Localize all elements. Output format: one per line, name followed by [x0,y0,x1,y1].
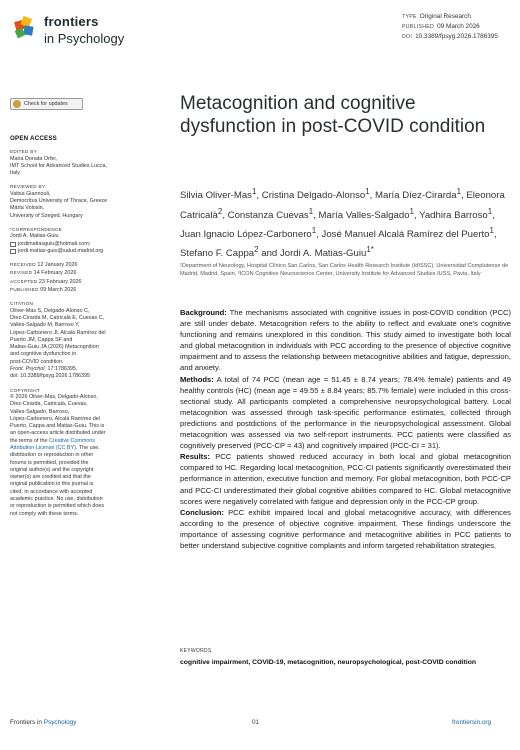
article-type: TYPE Original Research [402,13,471,20]
author[interactable]: María Valles-Salgado$^1$, [318,206,420,221]
author[interactable]: Juan Ignacio López-Carbonero$^1$, [180,225,322,240]
author[interactable]: Cristina Delgado-Alonso$^1$, [261,187,376,202]
mail-icon [10,249,16,254]
check-updates-label: Check for updates [24,101,68,107]
copyright-text: © 2026 Oliver-Mas, Delgado-Alonso, Díez-Cirarda, Catricalà, Cuevas, Valles-Salgado, Barroso, López-Carbonero, Alcalá Ramírez del Puerto, Cappa and Matias-Guiu. This is an open-access article distributed under the terms of the Creative Commons Attribution License (CC BY). The use, distribution or reproduction in other forums is permitted, provided the original author(s) and the copyright owner(s) are credited and that the original publication in this journal is cited, in accordance with accepted academic practice. No use, distribution or reproduction is permitted which does not comply with these terms. [10,393,106,517]
citation-text: Oliver-Mas S, Delgado-Alonso C, Díez-Cirarda M, Catricalà E, Cuevas C, Valles-Salgado M, Barroso Y, López-Carbonero JI, Alcalá Ramírez del Puerto JM, Cappa SF and Matias-Guiu JA (2026) Metacognition and cognitive dysfunction in post-COVID condition. Front. Psychol. 17:1786395. doi: 10.3389/fpsyg.2026.1786395 [10,307,106,380]
email-link[interactable]: jordimatiasguiu@hotmail.com; [10,241,140,248]
frontiers-logo-icon [12,14,38,40]
editor-affiliation: IMT School for Advanced Studies Lucca, [10,162,107,169]
article-title: Metacognition and cognitive dysfunction in post-COVID condition [180,93,486,137]
brand-name: frontiers [44,14,99,29]
author[interactable]: Jordi A. Matias-Guiu$^{1*}$ [279,245,374,260]
editor-country: Italy [10,170,20,177]
dates-block: RECEIVED 12 January 2026 REVISED 14 February 2026 ACCEPTED 23 February 2026 PUBLISHED 09 March 2026 [10,262,82,294]
author-list [180,184,510,262]
article-meta [402,12,498,42]
footer-site-link[interactable]: frontiersin.org [452,719,492,726]
check-for-updates-button[interactable] [10,98,83,110]
author[interactable]: María Díez-Cirarda$^1$, [375,187,467,202]
published-date: PUBLISHED 09 March 2026 [402,23,480,30]
author[interactable]: Silvia Oliver-Mas$^1$, [180,187,262,202]
abstract [180,307,511,551]
email-link[interactable]: jordi.matias-guiu@salud.madrid.org [10,248,140,255]
affiliations: ¹Department of Neurology, Hospital Clínico San Carlos, San Carlos Health Research Institute (IdISSC), Universidad Complutense de Madrid, Madrid, Spain, ²ICON Cognitive Neuroscience Center, University Institute for Advanced Studies IUSS, Pavia, Italy [180,263,509,277]
correspondence-heading: *CORRESPONDENCE [10,226,62,232]
correspondence-name: Jordi A. Matias-Guiu [10,233,59,240]
open-access-label: OPEN ACCESS [10,135,58,142]
reviewer-affiliation: University of Szeged, Hungary [10,212,83,219]
abstract-results: Results: PCC patients showed reduced accuracy in both local and global metacognition compared to HC. Regarding local metacognition, PCC-CI patients significantly overestimated their performance in attention, executive function and memory. For global metacognition, both PCC-CP and PCC-CI underestimated their global cognitive abilities compared to HC. Global metacognitive scores were negatively correlated with fatigue and depression only in the PCC-CP group. [180,452,511,506]
editor-name: Maria Donata Orfei, [10,155,58,162]
citation-heading: CITATION [10,301,34,307]
article-doi[interactable]: DOI 10.3389/fpsyg.2026.1786395 [402,33,498,40]
reviewer-affiliation: Democritus University of Thrace, Greece [10,198,108,205]
author[interactable]: José Manuel Alcalá Ramírez del Puerto$^1$, [321,225,497,240]
author[interactable]: Stefano F. Cappa$^2$ and [180,245,280,260]
author[interactable]: Yadhira Barroso$^1$, [419,206,495,221]
abstract-background: Background: The mechanisms associated with cognitive issues in post-COVID condition (PCC) are still under debate. Metacognition refers to the ability to reflect and evaluate one's cognitive functioning and remains unexplored in this condition. This study aimed to investigate both local and global metacognition in individuals with PCC according to the presence of objective cognitive impairment and to assess the relationship between metacognitive abilities and fatigue, depression, and anxiety. [180,308,511,373]
reviewed-by-heading: REVIEWED BY [10,184,46,190]
cc-license-link[interactable]: Attribution License (CC BY). [10,444,78,451]
cc-license-link[interactable]: Creative Commons [48,437,96,444]
footer-journal[interactable]: Frontiers in Psychology [10,719,77,726]
reviewer-name: Márta Volosin, [10,205,45,212]
mail-icon [10,242,16,247]
copyright-heading: COPYRIGHT [10,387,41,393]
reviewer-name: Vaitsa Giannouli, [10,190,51,197]
sidebar [10,135,140,518]
keywords: cognitive impairment, COVID-19, metacognition, neuropsychological, post-COVID condition [180,659,477,666]
author[interactable]: Constanza Cuevas$^1$, [227,206,319,221]
abstract-methods: Methods: A total of 74 PCC (mean age = 51.45 ± 8.74 years; 78.4% female) patients and 49 healthy controls (HC) (mean age = 49.55 ± 8.84 years; 85.7% female) were included in this cross-sectional study. All participants completed a comprehensive neuropsychological battery. Local metacognition was assessed through task-specific performance estimates, collected through predictions and postdictions of the performance in the neuropsychological assessment. Global metacognition was assessed via two self-report instruments. PCC patients were classified as cognitively preserved (PCC-CP = 43) and cognitively impaired (PCC-CI = 31). [180,374,511,451]
edited-by-heading: EDITED BY [10,149,37,155]
abstract-conclusion: Conclusion: PCC exhibit impaired local and global metacognitive accuracy, with differences according to the presence of objective cognitive impairment. These findings underscore the importance of assessing cognitive performance and metacognitive abilities in PCC patients to better understand subjective cognitive complaints and inform targeted rehabilitation strategies. [180,507,511,550]
author[interactable]: Eleonora Catricalà$^2$, [180,190,505,221]
journal-logo[interactable] [12,10,152,46]
update-icon [13,100,21,108]
page-number: 01 [252,719,260,726]
journal-name: in Psychology [44,31,125,46]
keywords-heading: KEYWORDS [180,648,212,654]
